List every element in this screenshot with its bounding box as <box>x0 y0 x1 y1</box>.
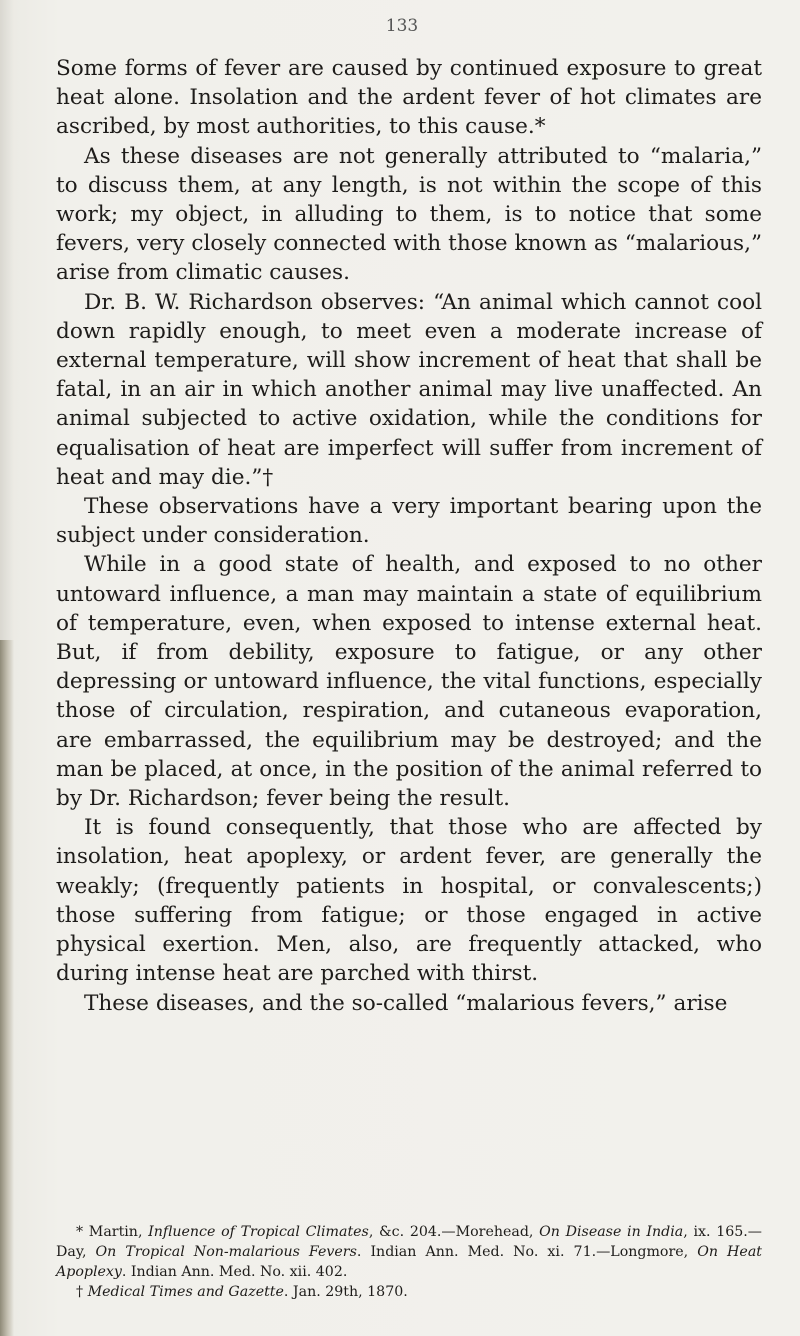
cited-title: On Tropical Non-malarious Fevers <box>95 1244 357 1260</box>
paragraph-2: As these diseases are not generally attributed to “malaria,” to discuss them, at any length, is not within the scope of this work; my object, in alluding to them, is to notice that some fevers, very closely connected with those known as “malarious,” arise from climatic causes. <box>56 143 762 286</box>
cited-title: Medical Times and Gazette <box>87 1284 284 1300</box>
paragraph-5: While in a good state of health, and exposed to no other untoward influence, a man may maintain a state of equilibrium of temperature, even, when exposed to intense external heat. But, if from debility, exposure to fatigue, or any other depressing or untoward influence, the vital functions, especially those of circulation, respiration, and cutaneous evaporation, are embarrassed, the equilibrium may be destroyed; and the man be placed, at once, in the position of the animal referred to by Dr. Richardson; fever being the result. <box>56 552 762 812</box>
paragraph-6: It is found consequently, that those who are affected by insolation, heat apoplexy, or ardent fever, are generally the weakly; (frequently patients in hospital, or convalescents;) those suffering from fatigue; or those engaged in active physical exertion. Men, also, are frequently attacked, who during intense heat are parched with thirst. <box>56 815 762 987</box>
cited-title: Influence of Tropical Climates <box>148 1224 369 1240</box>
paragraph-1: Some forms of fever are caused by continued exposure to great heat alone. Insolation and the ardent fever of hot climates are ascribed, by most authorities, to this cause.* <box>56 56 762 140</box>
footnote-mark: * <box>76 1224 89 1240</box>
paragraph-4: These observations have a very important bearing upon the subject under consideration. <box>56 494 762 549</box>
footnote-1: * Martin, Influence of Tropical Climates, &c. 204.—Morehead, On Disease in India, ix. 165.—Day, On Tropical Non-malarious Fevers. Indian Ann. Med. No. xi. 71.—Longmore, On Heat Apoplexy. Indian Ann. Med. No. xii. 402. <box>56 1224 762 1280</box>
cited-title: On Disease in India <box>539 1224 684 1240</box>
paragraph-7: These diseases, and the so-called “malarious fevers,” arise <box>84 990 728 1016</box>
page-number: 133 <box>385 16 419 36</box>
cited-title: On Heat Apoplexy <box>56 1244 762 1280</box>
footnotes <box>56 1222 762 1302</box>
page-binding-shadow <box>0 640 14 1336</box>
body-text <box>56 54 762 1018</box>
footnote-2: † Medical Times and Gazette. Jan. 29th, 1870. <box>76 1284 408 1300</box>
paragraph-3: Dr. B. W. Richardson observes: “An animal which cannot cool down rapidly enough, to meet even a moderate increase of external temperature, will show increment of heat that shall be fatal, in an air in which another animal may live unaffected. An animal subjected to active oxidation, while the conditions for equalisation of heat are imperfect will suffer from increment of heat and may die.”† <box>56 289 762 490</box>
footnote-mark: † <box>76 1284 88 1300</box>
